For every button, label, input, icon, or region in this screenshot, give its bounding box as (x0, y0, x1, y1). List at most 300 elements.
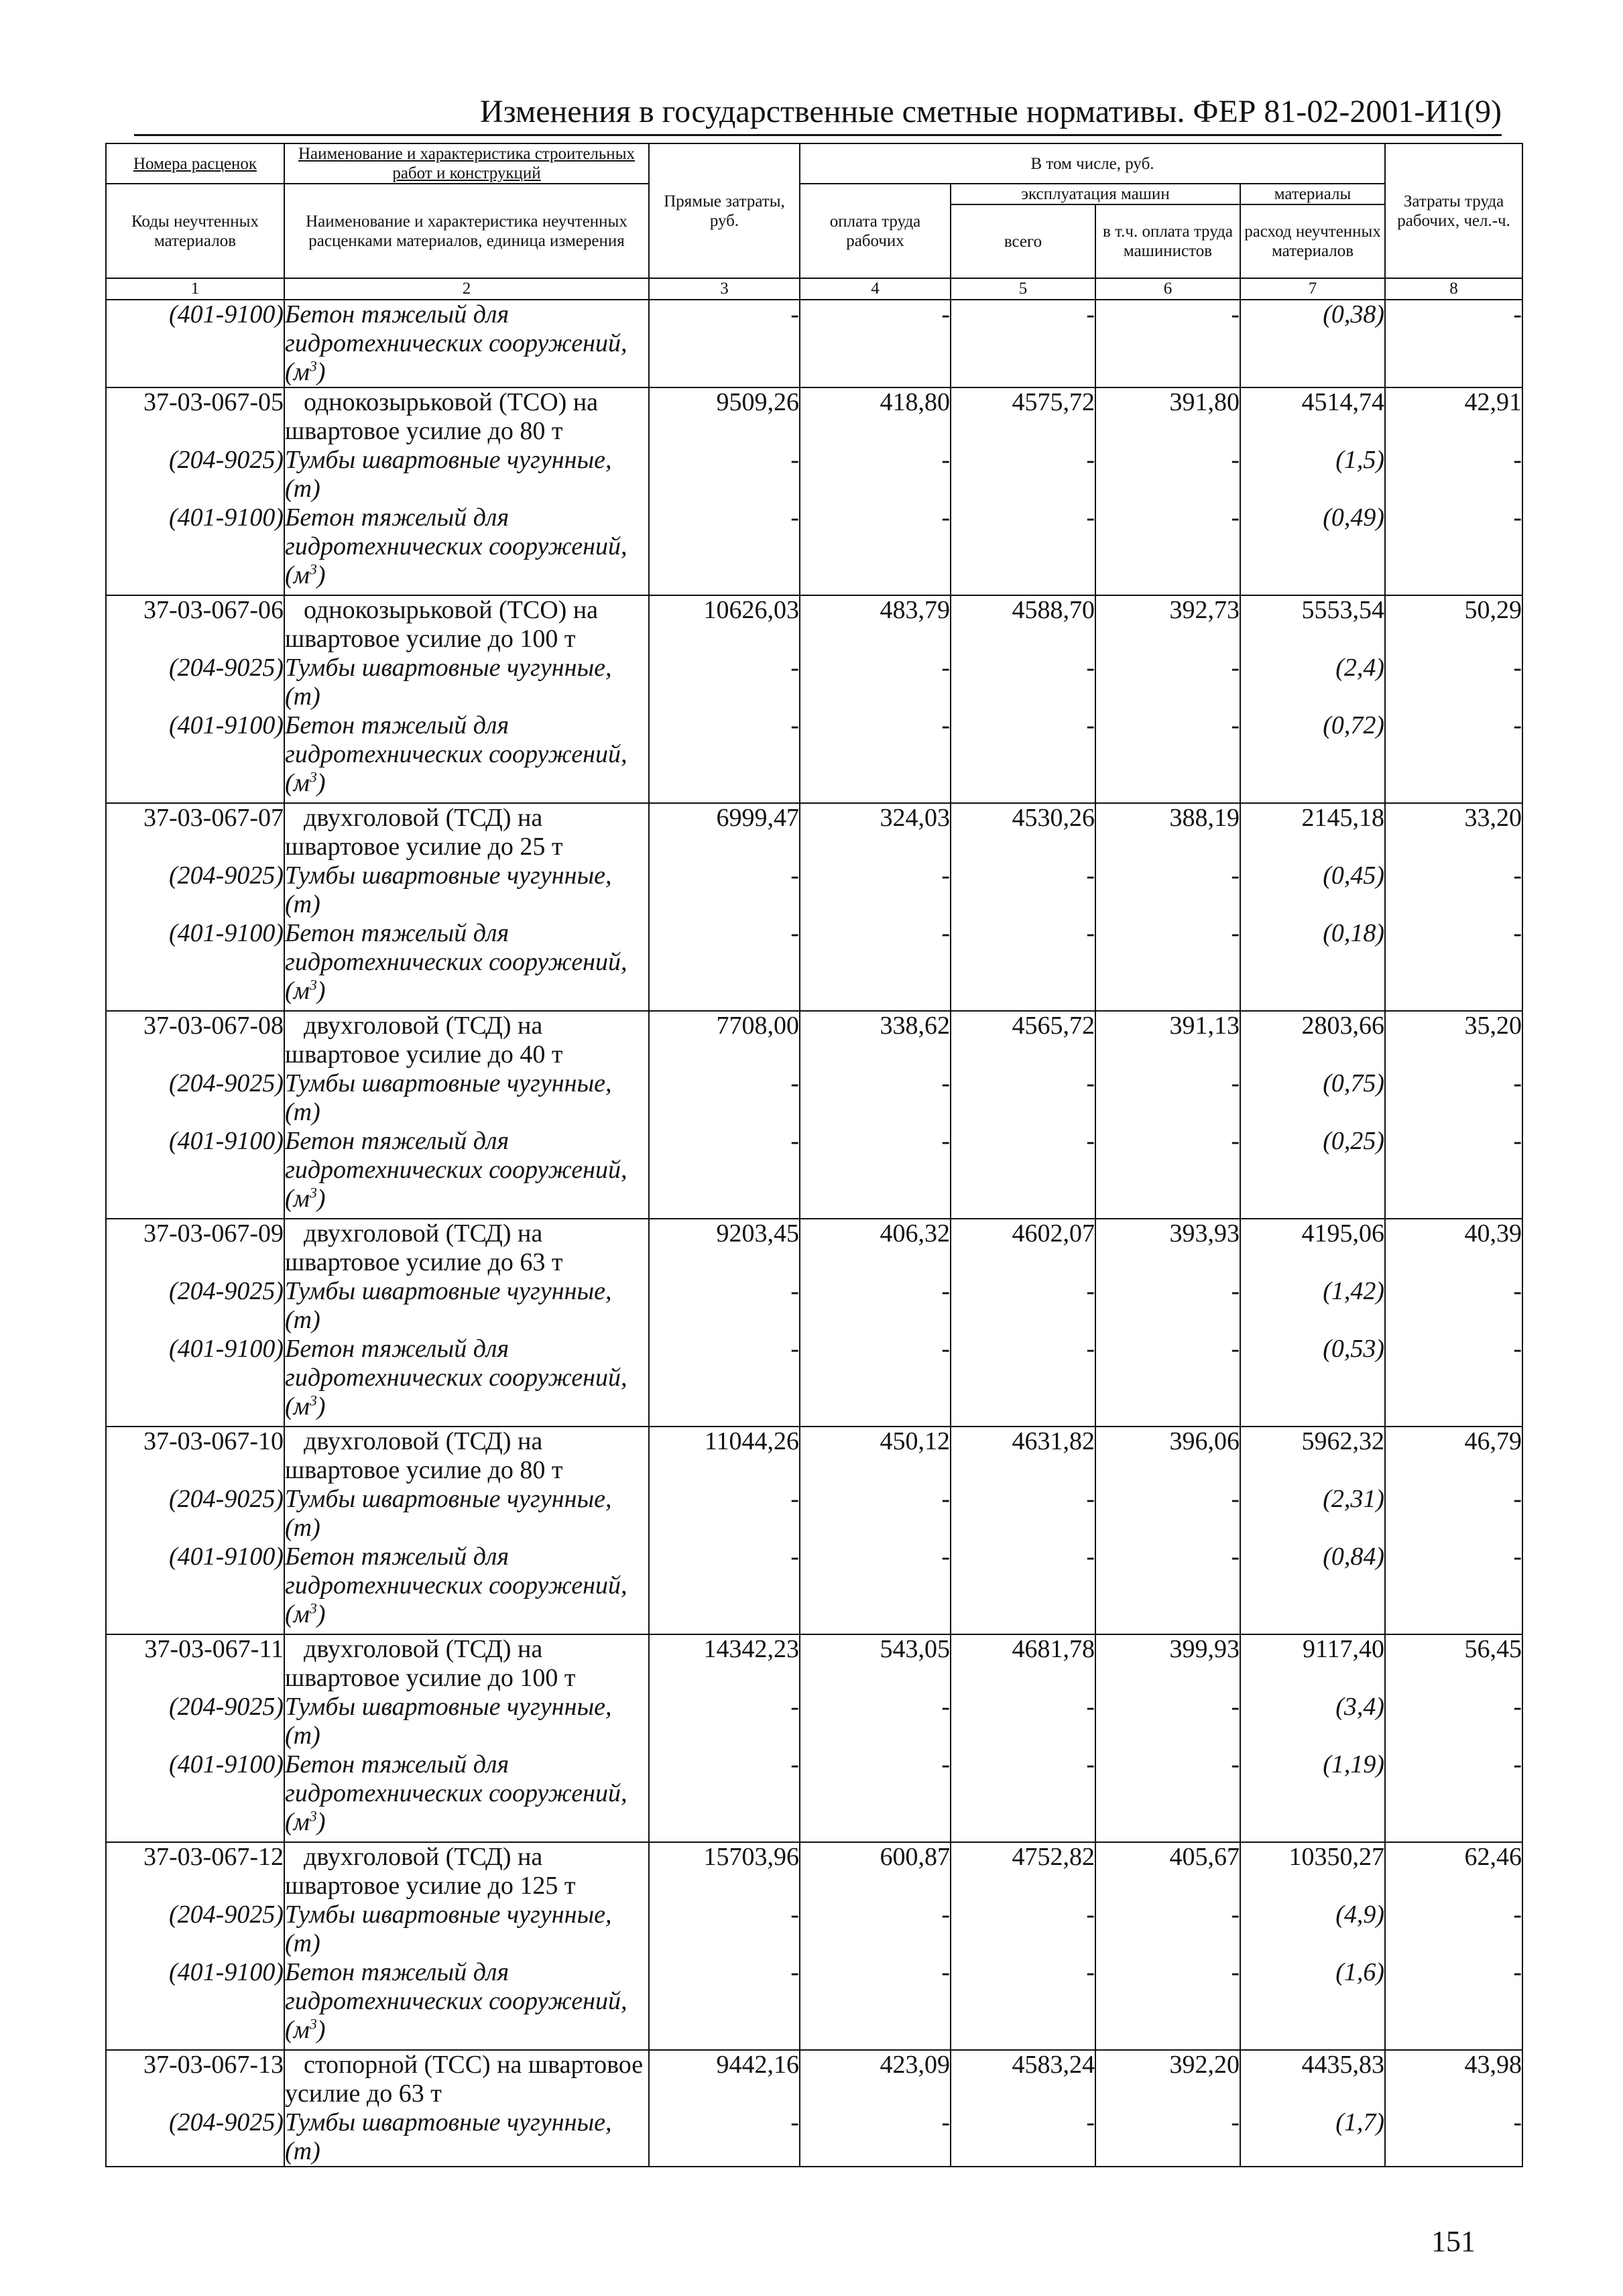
name-cell (284, 1219, 649, 1427)
machines-wage-cost: 392,20 (1169, 2051, 1240, 2079)
direct-cost: - (790, 1335, 799, 1363)
machines-wage-cost: - (1231, 1693, 1240, 1721)
wage-cost: 338,62 (880, 1012, 950, 1040)
spacer (650, 1040, 799, 1069)
spacer (650, 1664, 799, 1693)
spacer (1096, 1872, 1240, 1900)
machines-wage-cost: - (1231, 1543, 1240, 1571)
spacer (1096, 1929, 1240, 1958)
wage-cost-cell (800, 1011, 951, 1219)
labor-cost: 42,91 (1464, 388, 1522, 416)
direct-cost: - (790, 1693, 799, 1721)
spacer (1241, 625, 1384, 654)
spacer (1386, 417, 1522, 446)
labor-cost-cell (1385, 803, 1522, 1011)
material-name: Тумбы швартовные чугунные, (т) (285, 446, 612, 503)
code-cell (106, 2050, 284, 2167)
spacer (1386, 1929, 1522, 1958)
spacer (1241, 1872, 1384, 1900)
material-name (285, 1750, 648, 1837)
included-header: В том числе, руб. (800, 143, 1385, 184)
material-name-text: Бетон тяжелый для гидротехнических сооружений, (м (285, 1750, 627, 1836)
work-name: швартовое усилие до 100 т (285, 1664, 576, 1692)
direct-cost: - (790, 1069, 799, 1097)
machines-cost: 4583,24 (1012, 2051, 1095, 2079)
material-name-text: Бетон тяжелый для гидротехнических сооружений, (м (285, 1958, 627, 2044)
material-consumption: (0,53) (1323, 1335, 1385, 1363)
spacer (1241, 1456, 1384, 1485)
spacer (800, 1872, 950, 1900)
direct-cost: - (790, 503, 799, 532)
machines-wage-cost: - (1231, 1958, 1240, 1986)
material-name-text: Бетон тяжелый для гидротехнических сооружений, (м (285, 711, 627, 797)
material-code: (204-9025) (169, 1485, 284, 1513)
spacer (650, 1456, 799, 1485)
material-name: Тумбы швартовные чугунные, (т) (285, 1277, 612, 1334)
unit-close: ) (316, 561, 326, 589)
machines-cost: - (1086, 1958, 1095, 1986)
unit-close: ) (316, 1600, 326, 1628)
machines-cost: 4681,78 (1012, 1635, 1095, 1663)
name-cell (284, 595, 649, 803)
spacer (800, 1514, 950, 1543)
col-number: 4 (800, 278, 951, 300)
labor-cost: - (1513, 1485, 1522, 1513)
machines-cost: - (1086, 2108, 1095, 2136)
spacer (650, 1872, 799, 1900)
labor-cost: 40,39 (1464, 1219, 1522, 1248)
labor-cost-cell (1385, 387, 1522, 595)
spacer (1096, 1040, 1240, 1069)
column-numbers-row (106, 278, 1522, 300)
machines-cost-cell (951, 2050, 1095, 2167)
spacer (1386, 1514, 1522, 1543)
spacer (1241, 833, 1384, 861)
labor-cost: - (1513, 1693, 1522, 1721)
machines-wage-cost: - (1231, 711, 1240, 739)
work-name: швартовое усилие до 80 т (285, 417, 563, 445)
spacer (1241, 2079, 1384, 2108)
wage-header: оплата труда рабочих (800, 184, 951, 278)
machines-cost: - (951, 300, 1095, 387)
machines-cost: - (1086, 1127, 1095, 1155)
material-code: (401-9100) (169, 503, 284, 532)
machines-cost-cell (951, 595, 1095, 803)
machines-cost-cell (951, 1011, 1095, 1219)
code-cell (106, 1427, 284, 1634)
unit-close: ) (316, 977, 326, 1005)
material-consumption: 10350,27 (1288, 1843, 1385, 1871)
labor-cost: - (1513, 1069, 1522, 1097)
wage-cost-cell (800, 1427, 951, 1634)
machines-cost: 4530,26 (1012, 804, 1095, 832)
table-row (106, 387, 1522, 595)
work-name: швартовое усилие до 125 т (285, 1872, 576, 1900)
spacer (1386, 1721, 1522, 1750)
material-code: (401-9100) (169, 919, 284, 947)
machines-wage-cost-cell (1095, 1011, 1240, 1219)
material-consumption: (1,7) (1335, 2108, 1385, 2136)
material-consumption-cell (1240, 1219, 1385, 1427)
direct-cost-cell (649, 2050, 800, 2167)
unit-superscript: 3 (309, 1599, 317, 1617)
machines-wage-cost: - (1231, 503, 1240, 532)
wage-cost-cell (800, 1219, 951, 1427)
machines-wage-cost: - (1095, 300, 1240, 387)
spacer (107, 833, 284, 861)
labor-cost-cell (1385, 1634, 1522, 1842)
machines-wage-cost: - (1231, 2108, 1240, 2136)
spacer (1241, 417, 1384, 446)
material-consumption: 4195,06 (1301, 1219, 1385, 1248)
material-consumption-cell (1240, 1011, 1385, 1219)
name-cell (284, 1427, 649, 1634)
unit-superscript: 3 (309, 768, 317, 786)
labor-cost: - (1513, 503, 1522, 532)
machines-wage-cost: 391,13 (1169, 1012, 1240, 1040)
work-name: однокозырьковой (ТСО) на (304, 388, 599, 416)
machines-wage-cost: - (1231, 1335, 1240, 1363)
direct-cost: - (790, 1277, 799, 1305)
wage-cost: - (941, 711, 950, 739)
spacer (1096, 833, 1240, 861)
spacer (650, 833, 799, 861)
wage-cost: - (941, 1958, 950, 1986)
machines-wage-cost-cell (1095, 803, 1240, 1011)
spacer (800, 1248, 950, 1277)
header-title: Изменения в государственные сметные нормативы. ФЕР 81-02-2001-И1(9) (479, 94, 1502, 129)
direct-cost: 9203,45 (716, 1219, 799, 1248)
direct-cost: - (790, 711, 799, 739)
material-consumption: (0,25) (1323, 1127, 1385, 1155)
material-consumption: (0,75) (1323, 1069, 1385, 1097)
spacer (107, 1456, 284, 1485)
labor-cost: - (1513, 446, 1522, 474)
header-row-1 (106, 143, 1522, 184)
material-name: Тумбы швартовные чугунные, (т) (285, 1485, 612, 1542)
table-row (106, 595, 1522, 803)
materials-header (1240, 184, 1385, 278)
machines-cost: - (1086, 919, 1095, 947)
work-name: двухголовой (ТСД) на (304, 1635, 543, 1663)
machines-wage-cost: - (1231, 446, 1240, 474)
header-row-2 (106, 184, 1522, 278)
spacer (1386, 1306, 1522, 1335)
direct-cost-cell (649, 1219, 800, 1427)
work-name: швартовое усилие до 100 т (285, 625, 576, 653)
spacer (1096, 682, 1240, 711)
spacer (650, 1721, 799, 1750)
direct-cost: 9442,16 (716, 2051, 799, 2079)
spacer (951, 1098, 1095, 1127)
code-cell (106, 387, 284, 595)
rate-code: 37-03-067-12 (143, 1843, 284, 1871)
machines-cost-cell (951, 1219, 1095, 1427)
material-name (285, 1958, 648, 2045)
wage-cost: - (941, 1127, 950, 1155)
labor-cost-cell (1385, 1842, 1522, 2050)
machines-wage-cost: 399,93 (1169, 1635, 1240, 1663)
direct-cost: 14342,23 (703, 1635, 799, 1663)
material-name-text: Бетон тяжелый для гидротехнических сооружений, (м (285, 919, 627, 1005)
work-name: швартовое усилие до 63 т (285, 1248, 563, 1276)
rate-code: 37-03-067-11 (144, 1635, 284, 1663)
direct-cost-cell (649, 803, 800, 1011)
direct-cost: - (790, 861, 799, 890)
wage-cost: 483,79 (880, 596, 950, 624)
col1-top-header: Номера расценок (106, 143, 284, 184)
material-name: Тумбы швартовные чугунные, (т) (285, 861, 612, 918)
wage-cost: - (941, 919, 950, 947)
material-name-text: Бетон тяжелый для гидротехнических сооружений, (м (285, 1335, 627, 1421)
machines-cost: - (1086, 1693, 1095, 1721)
spacer (107, 1872, 284, 1900)
wage-cost: - (941, 654, 950, 682)
labor-cost: - (1513, 1750, 1522, 1778)
machines-wage-cost: - (1231, 1485, 1240, 1513)
machines-wage-cost: 391,80 (1169, 388, 1240, 416)
labor-cost: - (1513, 2108, 1522, 2136)
material-code: (204-9025) (169, 1900, 284, 1929)
spacer (1241, 1664, 1384, 1693)
direct-cost: - (790, 654, 799, 682)
spacer (1241, 1721, 1384, 1750)
machines-wage-cost: 392,73 (1169, 596, 1240, 624)
machines-cost: 4565,72 (1012, 1012, 1095, 1040)
spacer (650, 1306, 799, 1335)
spacer (107, 1098, 284, 1127)
wage-cost: - (941, 1069, 950, 1097)
spacer (1241, 1098, 1384, 1127)
machines-wage-cost-cell (1095, 1634, 1240, 1842)
work-name: двухголовой (ТСД) на (304, 1427, 543, 1455)
spacer (1386, 2137, 1522, 2166)
spacer (951, 625, 1095, 654)
material-consumption: 9117,40 (1302, 1635, 1385, 1663)
machines-wage-cost: - (1231, 654, 1240, 682)
material-code: (204-9025) (169, 446, 284, 474)
spacer (650, 1514, 799, 1543)
machines-cost: - (1086, 1069, 1095, 1097)
machines-header (951, 184, 1240, 278)
machines-cost-cell (951, 387, 1095, 595)
spacer (1096, 1514, 1240, 1543)
labor-header: Затраты труда рабочих, чел.-ч. (1385, 143, 1522, 278)
spacer (650, 682, 799, 711)
machines-wage-cost: 405,67 (1169, 1843, 1240, 1871)
table-row (106, 1011, 1522, 1219)
unit-superscript: 3 (309, 1807, 317, 1825)
rate-code: 37-03-067-07 (143, 804, 284, 832)
material-code: (204-9025) (169, 654, 284, 682)
machines-wage-cost: - (1231, 1127, 1240, 1155)
material-code: (401-9100) (106, 300, 284, 387)
spacer (951, 2079, 1095, 2108)
material-code: (401-9100) (169, 1543, 284, 1571)
col3-header: Прямые затраты, руб. (649, 143, 800, 278)
machines-total-header: всего (951, 204, 1095, 278)
machines-cost: 4588,70 (1012, 596, 1095, 624)
material-consumption-cell (1240, 387, 1385, 595)
spacer (650, 475, 799, 503)
direct-cost: - (790, 1750, 799, 1778)
wage-cost: - (941, 1335, 950, 1363)
spacer (650, 890, 799, 919)
material-consumption-cell (1240, 803, 1385, 1011)
direct-cost: - (790, 1127, 799, 1155)
spacer (107, 2079, 284, 2108)
machines-wage-cost-cell (1095, 595, 1240, 803)
machines-cost: - (1086, 446, 1095, 474)
page-number: 151 (1431, 2225, 1476, 2258)
spacer (107, 1040, 284, 1069)
labor-cost: - (1513, 654, 1522, 682)
spacer (1241, 890, 1384, 919)
material-consumption: (1,5) (1335, 446, 1385, 474)
machines-cost: 4631,82 (1012, 1427, 1095, 1455)
material-code: (204-9025) (169, 861, 284, 890)
spacer (1096, 417, 1240, 446)
spacer (951, 1872, 1095, 1900)
spacer (1386, 1248, 1522, 1277)
spacer (1386, 682, 1522, 711)
material-name: Тумбы швартовные чугунные, (т) (285, 654, 612, 711)
machines-cost: - (1086, 1750, 1095, 1778)
direct-cost: - (790, 2108, 799, 2136)
code-cell (106, 1011, 284, 1219)
spacer (951, 890, 1095, 919)
spacer (1241, 1306, 1384, 1335)
machines-cost-cell (951, 1427, 1095, 1634)
rate-code: 37-03-067-10 (143, 1427, 284, 1455)
labor-cost: - (1513, 1900, 1522, 1929)
unit-superscript: 3 (309, 2015, 317, 2033)
labor-cost-cell (1385, 1219, 1522, 1427)
direct-cost: 15703,96 (703, 1843, 799, 1871)
wage-cost: 423,09 (880, 2051, 950, 2079)
spacer (1096, 1248, 1240, 1277)
material-consumption: 4514,74 (1301, 388, 1385, 416)
material-consumption: (0,38) (1240, 300, 1385, 387)
col-number: 2 (284, 278, 649, 300)
unit-close: ) (316, 1185, 326, 1213)
wage-cost: - (941, 1693, 950, 1721)
direct-cost: 10626,03 (703, 596, 799, 624)
material-name (285, 711, 648, 798)
spacer (800, 1664, 950, 1693)
unit-superscript: 3 (309, 976, 317, 993)
spacer (800, 890, 950, 919)
labor-cost: - (1513, 861, 1522, 890)
labor-cost-cell (1385, 595, 1522, 803)
wage-cost-cell (800, 2050, 951, 2167)
spacer (1096, 1098, 1240, 1127)
spacer (107, 1306, 284, 1335)
spacer (800, 475, 950, 503)
spacer (1096, 2079, 1240, 2108)
wage-cost: - (941, 2108, 950, 2136)
material-consumption: (2,4) (1335, 654, 1385, 682)
labor-cost: - (1513, 1127, 1522, 1155)
spacer (800, 2079, 950, 2108)
spacer (800, 1306, 950, 1335)
material-code: (204-9025) (169, 1069, 284, 1097)
direct-cost: 7708,00 (716, 1012, 799, 1040)
labor-cost: 50,29 (1464, 596, 1522, 624)
spacer (1386, 833, 1522, 861)
machines-wage-cost: - (1231, 1900, 1240, 1929)
spacer (800, 1721, 950, 1750)
material-consumption: 4435,83 (1301, 2051, 1385, 2079)
rate-code: 37-03-067-06 (143, 596, 284, 624)
spacer (1241, 1248, 1384, 1277)
machines-cost: - (1086, 503, 1095, 532)
work-name: стопорной (ТСС) на швартовое (304, 2051, 644, 2079)
material-consumption-cell (1240, 595, 1385, 803)
spacer (1096, 2137, 1240, 2166)
code-cell (106, 595, 284, 803)
wage-cost: - (941, 1277, 950, 1305)
direct-cost-cell (649, 1427, 800, 1634)
spacer (1386, 890, 1522, 919)
col-number: 1 (106, 278, 284, 300)
spacer (107, 1929, 284, 1958)
rate-code: 37-03-067-05 (143, 388, 284, 416)
work-name: усилие до 63 т (285, 2079, 442, 2108)
wage-cost: - (941, 1543, 950, 1571)
wage-cost: - (941, 1485, 950, 1513)
direct-cost: 6999,47 (716, 804, 799, 832)
machines-wage-cost-cell (1095, 1427, 1240, 1634)
work-name: двухголовой (ТСД) на (304, 1843, 543, 1871)
name-cell (284, 1634, 649, 1842)
spacer (650, 2137, 799, 2166)
wage-cost: 600,87 (880, 1843, 950, 1871)
material-name (285, 1127, 648, 1213)
spacer (1386, 625, 1522, 654)
machines-cost: - (1086, 1485, 1095, 1513)
material-consumption: (0,72) (1323, 711, 1385, 739)
materials-subtable (1241, 184, 1384, 278)
wage-cost-cell (800, 595, 951, 803)
spacer (107, 1721, 284, 1750)
machines-cost-cell (951, 803, 1095, 1011)
machines-wage-cost: - (1231, 1277, 1240, 1305)
spacer (1241, 1929, 1384, 1958)
machines-cost: 4575,72 (1012, 388, 1095, 416)
machines-wage-cost-cell (1095, 1219, 1240, 1427)
spacer (951, 1514, 1095, 1543)
material-code: (401-9100) (169, 1958, 284, 1986)
labor-cost: 46,79 (1464, 1427, 1522, 1455)
work-name: однокозырьковой (ТСО) на (304, 596, 599, 624)
table-row (106, 1634, 1522, 1842)
spacer (951, 2137, 1095, 2166)
material-consumption: 5553,54 (1301, 596, 1385, 624)
spacer (107, 682, 284, 711)
spacer (1386, 1098, 1522, 1127)
direct-cost-cell (649, 1011, 800, 1219)
material-name-text: Бетон тяжелый для гидротехнических сооружений, (м (285, 1543, 627, 1628)
work-name: двухголовой (ТСД) на (304, 1219, 543, 1248)
direct-cost: - (790, 446, 799, 474)
material-name-text: Бетон тяжелый для гидротехнических сооружений, (м (285, 503, 627, 589)
code-cell (106, 803, 284, 1011)
direct-cost: - (790, 1958, 799, 1986)
spacer (800, 1040, 950, 1069)
wage-cost-cell (800, 387, 951, 595)
machines-cost: - (1086, 1335, 1095, 1363)
